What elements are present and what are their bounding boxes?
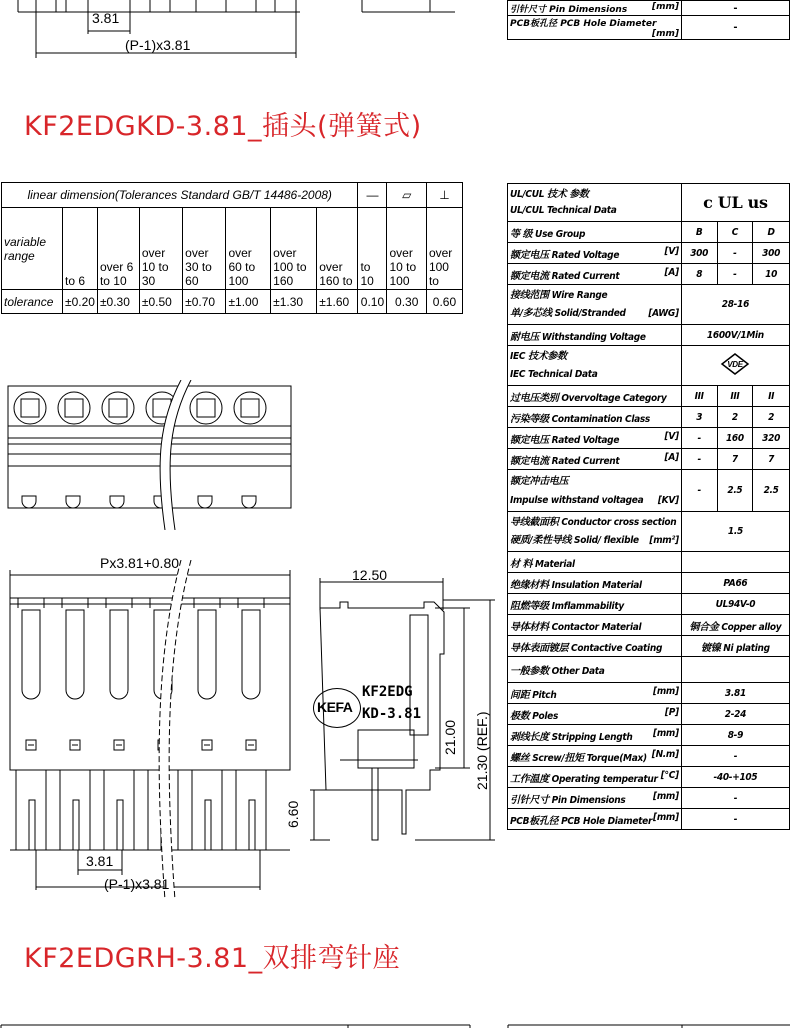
ul-current-d: 10 (753, 264, 790, 285)
iec-voltage-b: - (681, 428, 717, 449)
general-row-value: -40-+105 (681, 767, 789, 788)
general-row-label: 剥线长度 Stripping Length [mm] (508, 725, 682, 746)
vde-text: VDE (727, 360, 744, 369)
tolerance-value: ±0.30 (97, 290, 139, 314)
vde-mark-cell (681, 346, 789, 386)
range-cell: over 100 to (426, 208, 462, 290)
ref-dimension: 21.30 (REF.) (474, 711, 490, 790)
general-row-label: 极数 Poles [P] (508, 704, 682, 725)
impulse-b: - (681, 470, 717, 512)
impulse-label: 额定冲击电压 Impulse withstand voltagea [KV] (508, 470, 682, 512)
perpendicularity-symbol: ⊥ (426, 183, 462, 208)
ul-row-label: 额定电压 Rated Voltage [V] (508, 243, 682, 264)
tolerance-row-label: tolerance (2, 290, 63, 314)
iec-contamination-d: 2 (753, 407, 790, 428)
general-row-value: 3.81 (681, 683, 789, 704)
general-row-value: - (681, 809, 789, 830)
general-row-label: 工作温度 Operating temperatur [°C] (508, 767, 682, 788)
material-row-value: 镀镍 Ni plating (681, 636, 789, 657)
ul-row-label: 额定电流 Rated Current [A] (508, 264, 682, 285)
iec-current-c: 7 (717, 449, 753, 470)
general-row-label: PCB板孔径 PCB Hole Diameter [mm] (508, 809, 682, 830)
material-header: 材 料 Material (508, 552, 682, 573)
side-width-dimension: 12.50 (352, 567, 388, 583)
top-pin-dim-unit: [mm] (652, 1, 679, 12)
iec-overvoltage-b: III (681, 386, 717, 407)
tolerance-value: 0.10 (358, 290, 387, 314)
ul-group-d: D (753, 222, 790, 243)
tolerance-title: linear dimension(Tolerances Standard GB/T 14486-2008) (2, 183, 358, 208)
withstand-value: 1600V/1Min (681, 325, 789, 346)
range-cell: to 10 (358, 208, 387, 290)
plug-front-view (0, 560, 300, 900)
iec-voltage-d: 320 (753, 428, 790, 449)
range-cell: over 160 to (317, 208, 358, 290)
tolerance-value: ±0.70 (183, 290, 226, 314)
ul-voltage-d: 300 (753, 243, 790, 264)
iec-contamination-b: 3 (681, 407, 717, 428)
material-row-label: 导体材料 Contactor Material (508, 615, 682, 636)
spec-table (507, 183, 790, 830)
general-row-value: - (681, 788, 789, 809)
ul-certification-icon: c UL us (703, 193, 768, 212)
tolerance-value: 0.60 (426, 290, 462, 314)
range-cell: to 6 (63, 208, 98, 290)
ul-header-line2: UL/CUL Technical Data (510, 204, 617, 216)
ul-group-b: B (681, 222, 717, 243)
top-pcb-hole-value: - (682, 16, 790, 40)
model-line-1: KF2EDG (362, 684, 413, 700)
iec-contamination-c: 2 (717, 407, 753, 428)
range-cell: over 10 to 100 (387, 208, 426, 290)
iec-row-label: 额定电流 Rated Current [A] (508, 449, 682, 470)
pin-length-dimension: 6.60 (285, 800, 301, 828)
tolerance-table (1, 182, 463, 314)
iec-header-line1: IEC 技术参数 (510, 350, 567, 362)
iec-overvoltage-d: II (753, 386, 790, 407)
iec-overvoltage-c: III (717, 386, 753, 407)
top-pcb-hole-unit: [mm] (652, 29, 679, 39)
general-row-value: 2-24 (681, 704, 789, 725)
material-row-label: 绝缘材料 Insulation Material (508, 573, 682, 594)
kefa-logo (313, 688, 361, 728)
ul-current-b: 8 (681, 264, 717, 285)
length-dimension: (P-1)x3.81 (104, 876, 170, 892)
cross-section-value: 1.5 (681, 512, 789, 552)
general-row-label: 螺丝 Screw/扭矩 Torque(Max) [N.m] (508, 746, 682, 767)
bottom-table-fragment (0, 1020, 790, 1028)
top-pin-dim-label: 引针尺寸 Pin Dimensions (510, 4, 628, 15)
material-row-value: 铜合金 Copper alloy (681, 615, 789, 636)
material-row-label: 阻燃等级 Imflammability (508, 594, 682, 615)
top-side-fragment (360, 0, 460, 14)
pitch-dimension: 3.81 (86, 853, 114, 869)
material-row-label: 导体表面镀层 Contactive Coating (508, 636, 682, 657)
ul-group-c: C (717, 222, 753, 243)
top-pin-dim-value: - (682, 1, 790, 16)
material-row-value: PA66 (681, 573, 789, 594)
iec-header-line2: IEC Technical Data (510, 368, 598, 380)
material-row-value: UL94V-0 (681, 594, 789, 615)
top-pitch-dim: 3.81 (92, 10, 120, 26)
vde-certification-icon (720, 352, 750, 376)
top-length-dim: (P-1)x3.81 (125, 37, 191, 53)
iec-voltage-c: 160 (717, 428, 753, 449)
range-cell: over 100 to 160 (271, 208, 317, 290)
tolerance-value: ±1.30 (271, 290, 317, 314)
tolerance-value: ±1.00 (226, 290, 271, 314)
model-line-2: KD-3.81 (362, 706, 422, 722)
iec-row-label: 污染等级 Contamination Class (508, 407, 682, 428)
iec-current-b: - (681, 449, 717, 470)
variable-range-label: variable range (2, 208, 63, 290)
tolerance-value: ±1.60 (317, 290, 358, 314)
ul-header-line1: UL/CUL 技术 参数 (510, 188, 589, 200)
withstand-label: 耐电压 Withstanding Voltage (508, 325, 682, 346)
range-cell: over 10 to 30 (139, 208, 182, 290)
section-heading-rh: KF2EDGRH-3.81_双排弯针座 (24, 943, 401, 974)
section-heading-kd: KF2EDGKD-3.81_插头(弹簧式) (24, 111, 422, 142)
cross-section-label: 导线截面积 Conductor cross section 硬质/柔性导线 Solid/ flexible [mm²] (508, 512, 682, 552)
top-spec-fragment (507, 0, 790, 40)
iec-row-label: 额定电压 Rated Voltage [V] (508, 428, 682, 449)
top-pcb-hole-label: PCB板孔径 PCB Hole Diameter (510, 19, 657, 29)
ul-voltage-b: 300 (681, 243, 717, 264)
range-cell: over 30 to 60 (183, 208, 226, 290)
impulse-c: 2.5 (717, 470, 753, 512)
ul-row-label: 等 级 Use Group (508, 222, 682, 243)
general-row-label: 引针尺寸 Pin Dimensions [mm] (508, 788, 682, 809)
range-cell: over 6 to 10 (97, 208, 139, 290)
wire-range-value: 28-16 (681, 285, 789, 325)
straightness-symbol: — (358, 183, 387, 208)
general-row-value: 8-9 (681, 725, 789, 746)
ul-current-c: - (717, 264, 753, 285)
iec-row-label: 过电压类别 Overvoltage Category (508, 386, 682, 407)
tolerance-value: ±0.20 (63, 290, 98, 314)
ul-mark-cell (681, 184, 789, 222)
impulse-d: 2.5 (753, 470, 790, 512)
general-row-label: 间距 Pitch [mm] (508, 683, 682, 704)
height-dimension: 21.00 (442, 719, 458, 755)
range-cell: over 60 to 100 (226, 208, 271, 290)
general-row-value: - (681, 746, 789, 767)
iec-current-d: 7 (753, 449, 790, 470)
general-header: 一般参数 Other Data (508, 657, 682, 683)
brand-text: KEFA (317, 699, 353, 715)
ul-voltage-c: - (717, 243, 753, 264)
width-dimension: Px3.81+0.80 (100, 555, 180, 571)
tolerance-value: 0.30 (387, 290, 426, 314)
plug-top-view (0, 380, 300, 530)
flatness-symbol: ⏥ (387, 183, 426, 208)
tolerance-value: ±0.50 (139, 290, 182, 314)
wire-range-label: 接线范围 Wire Range 单/多芯线 Solid/Stranded [AWG] (508, 285, 682, 325)
